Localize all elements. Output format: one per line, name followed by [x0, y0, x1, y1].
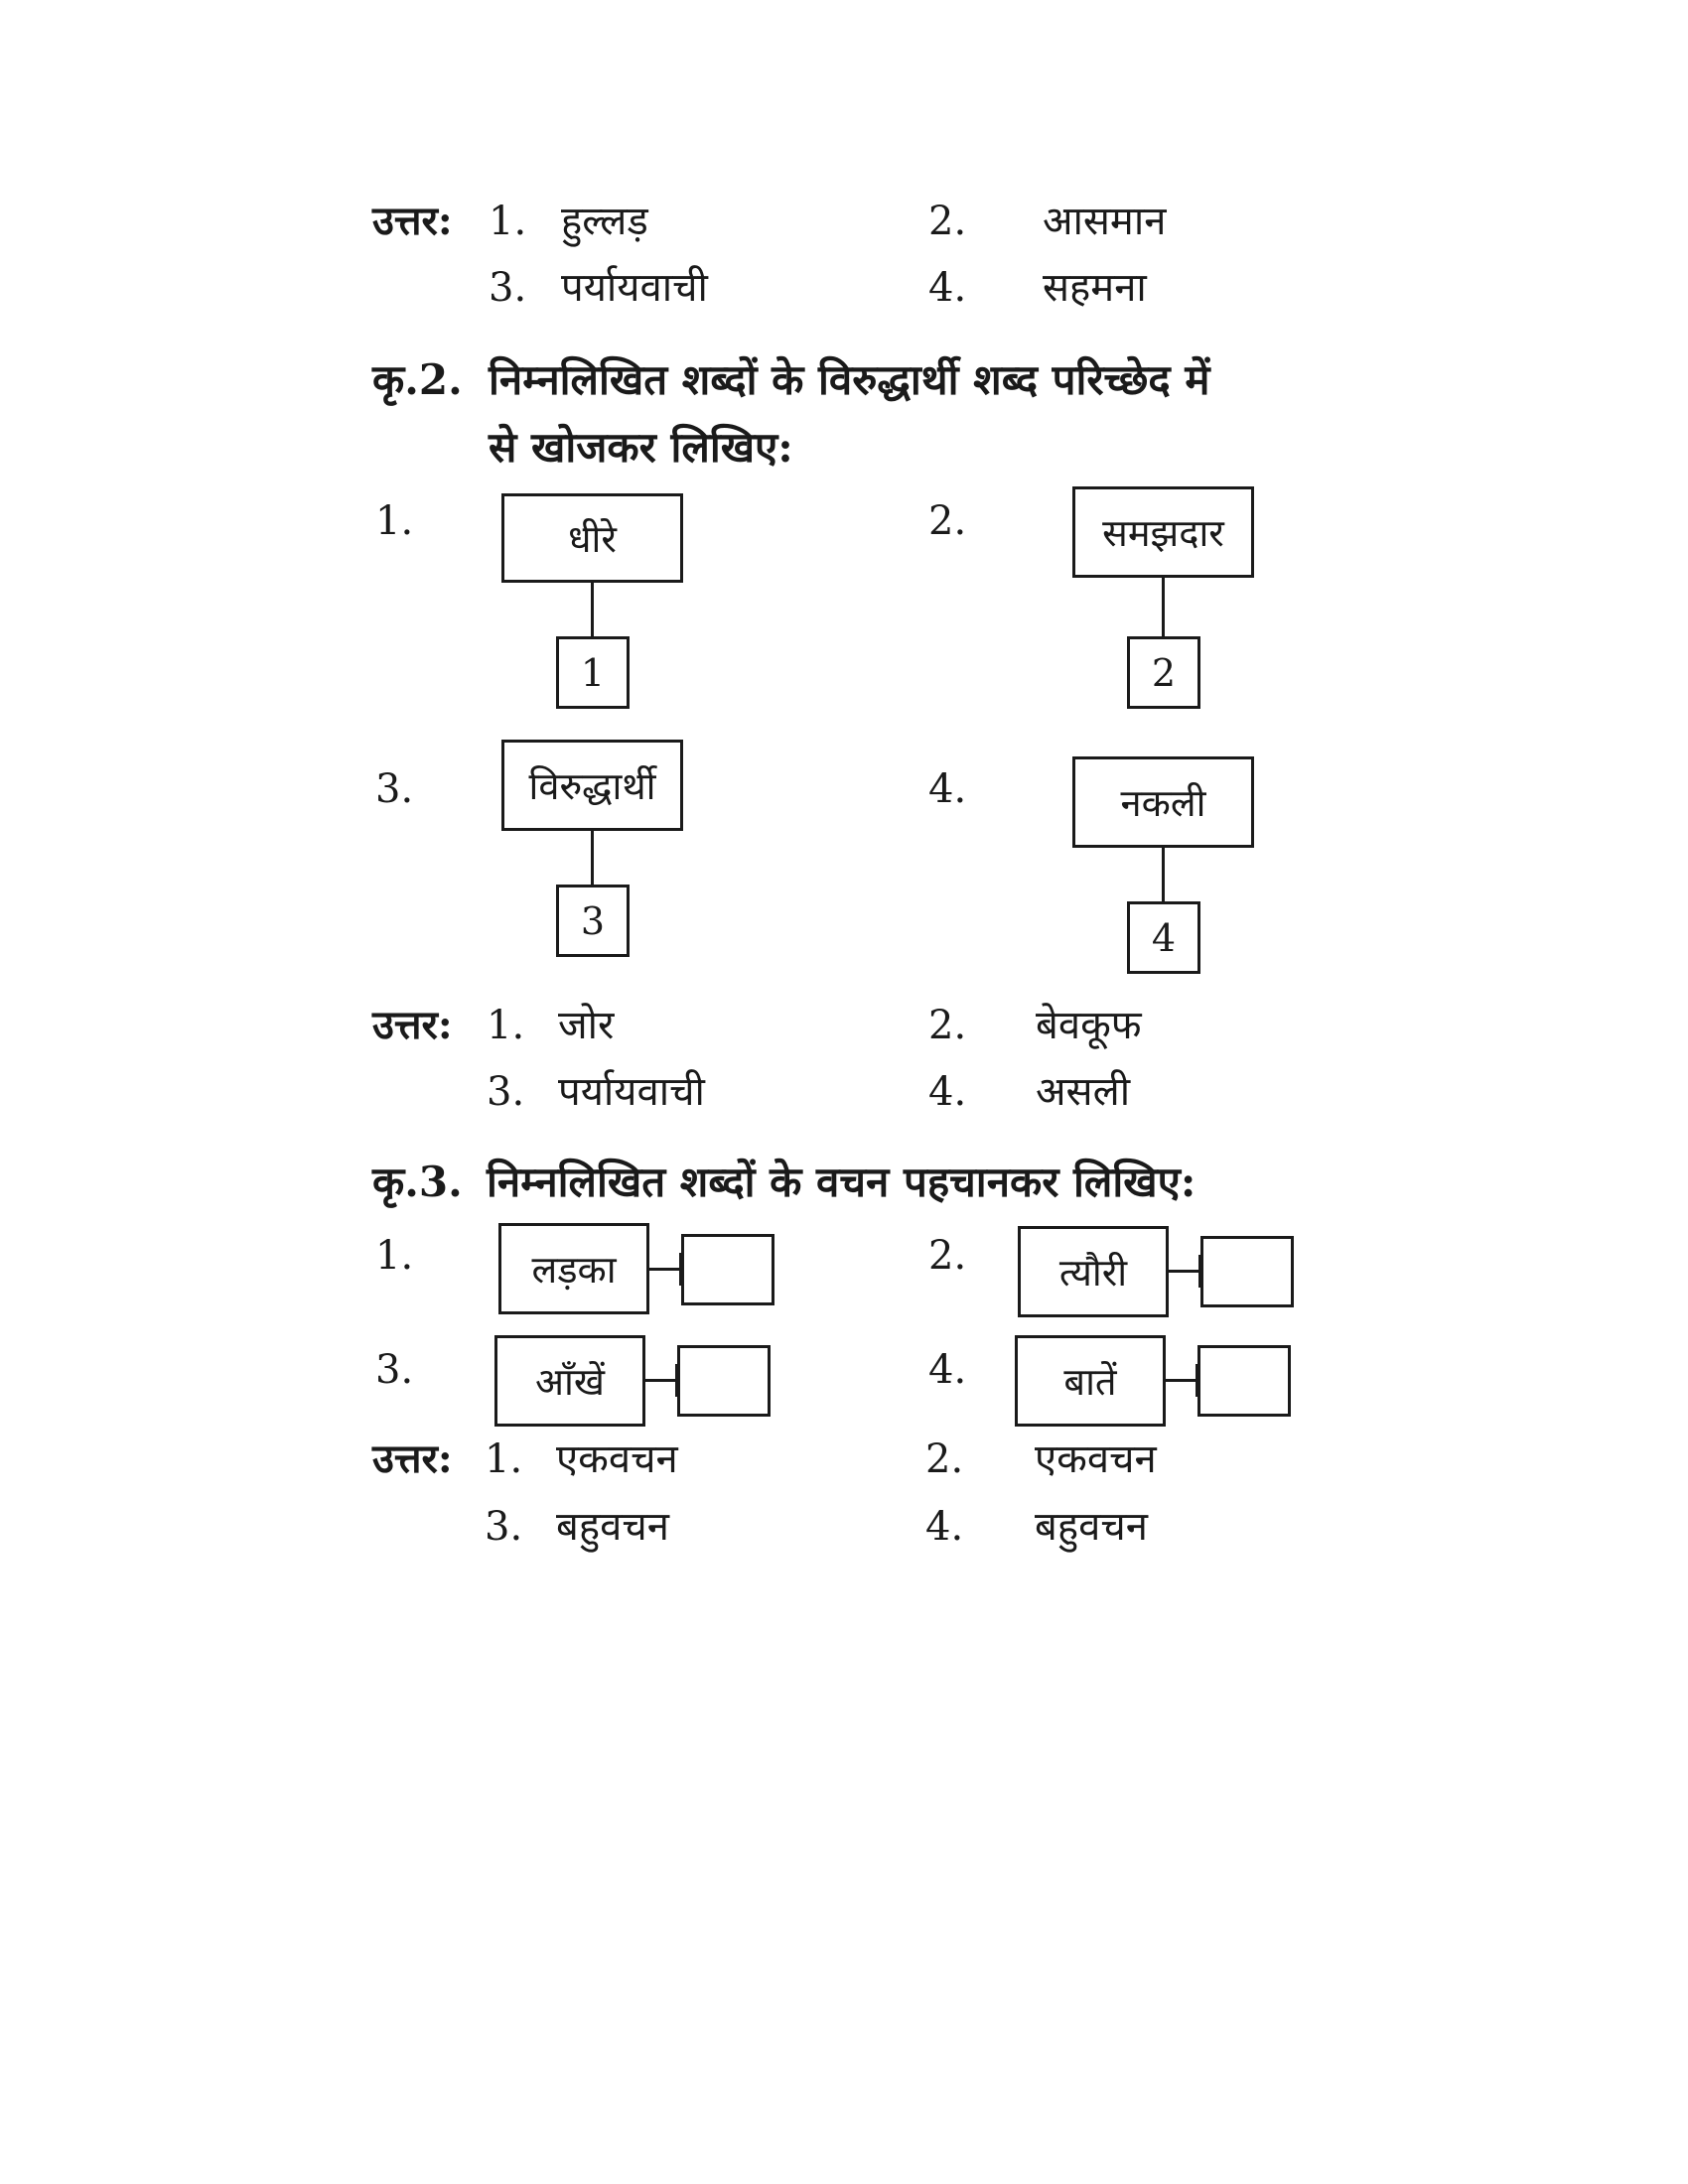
answer-number: 1.	[489, 199, 527, 244]
word-box	[494, 1335, 645, 1427]
answer-box	[1127, 901, 1200, 974]
answer-text: असली	[1036, 1069, 1131, 1115]
answer-number: 4.	[928, 265, 967, 311]
connector-line	[649, 1268, 681, 1271]
word-box	[1072, 756, 1254, 848]
item-number: 4.	[928, 766, 967, 812]
connector-line	[1166, 1379, 1197, 1382]
answer-number: 2.	[925, 1436, 964, 1482]
answer-text: सहमना	[1043, 265, 1147, 311]
answer-number: 1.	[485, 1436, 523, 1482]
answer-number: 4.	[925, 1504, 964, 1550]
answer-box	[556, 636, 630, 709]
answer-text: एकवचन	[1035, 1436, 1157, 1482]
answer-text: हुल्लड़	[561, 199, 648, 244]
answer-label: उत्तर:	[372, 198, 453, 244]
connector-line	[591, 583, 594, 637]
word-box	[1018, 1226, 1169, 1317]
question-text: निम्नलिखित शब्दों के विरुद्धार्थी शब्द परिच्छेद में	[489, 355, 1210, 404]
question-text-cont: से खोजकर लिखिए:	[489, 423, 793, 472]
answer-box-number: 2	[1151, 650, 1177, 695]
connector-line	[1169, 1270, 1200, 1273]
answer-text: एकवचन	[556, 1436, 678, 1482]
item-number: 3.	[375, 766, 414, 812]
word-text: नकली	[1120, 781, 1206, 825]
answer-text: बेवकूफ	[1036, 1003, 1142, 1048]
answer-label: उत्तर:	[372, 1002, 453, 1048]
word-text: आँखें	[535, 1360, 605, 1404]
word-box	[1015, 1335, 1166, 1427]
answer-number: 3.	[485, 1504, 523, 1550]
answer-box-number: 1	[580, 650, 606, 695]
number-answer-box	[681, 1234, 774, 1305]
item-number: 4.	[928, 1347, 967, 1393]
answer-box	[556, 885, 630, 957]
word-text: समझदार	[1102, 511, 1224, 555]
item-number: 2.	[928, 1233, 967, 1279]
word-text: लड़का	[531, 1248, 617, 1292]
answer-number: 4.	[928, 1069, 967, 1115]
item-number: 3.	[375, 1347, 414, 1393]
word-text: बातें	[1063, 1360, 1117, 1404]
connector-line	[645, 1379, 677, 1382]
answer-text: जोर	[558, 1003, 615, 1048]
question-number: कृ.2.	[372, 355, 463, 404]
answer-text: पर्यायवाची	[558, 1069, 705, 1115]
item-number: 2.	[928, 498, 967, 544]
answer-number: 1.	[487, 1003, 525, 1048]
connector-line	[591, 831, 594, 886]
connector-line	[1162, 848, 1165, 902]
question-number: कृ.3.	[372, 1158, 463, 1206]
number-answer-box	[1200, 1236, 1294, 1307]
word-box	[498, 1223, 649, 1314]
question-text: निम्नलिखित शब्दों के वचन पहचानकर लिखिए:	[487, 1158, 1196, 1206]
answer-box-number: 4	[1151, 915, 1177, 960]
answer-box-number: 3	[580, 898, 606, 943]
word-text: विरुद्धार्थी	[528, 764, 656, 808]
answer-label: उत्तर:	[372, 1435, 453, 1482]
item-number: 1.	[375, 1233, 414, 1279]
answer-number: 3.	[487, 1069, 525, 1115]
answer-box	[1127, 636, 1200, 709]
answer-text: आसमान	[1043, 199, 1167, 244]
word-box	[501, 493, 683, 583]
answer-text: बहुवचन	[1035, 1504, 1148, 1550]
answer-text: पर्यायवाची	[561, 265, 708, 311]
word-text: धीरे	[568, 517, 617, 561]
item-number: 1.	[375, 498, 414, 544]
connector-line	[1162, 578, 1165, 637]
word-box	[501, 740, 683, 831]
answer-number: 3.	[489, 265, 527, 311]
answer-text: बहुवचन	[556, 1504, 669, 1550]
word-text: त्यौरी	[1058, 1251, 1128, 1295]
word-box	[1072, 486, 1254, 578]
number-answer-box	[1197, 1345, 1291, 1417]
answer-number: 2.	[928, 1003, 967, 1048]
number-answer-box	[677, 1345, 771, 1417]
answer-number: 2.	[928, 199, 967, 244]
